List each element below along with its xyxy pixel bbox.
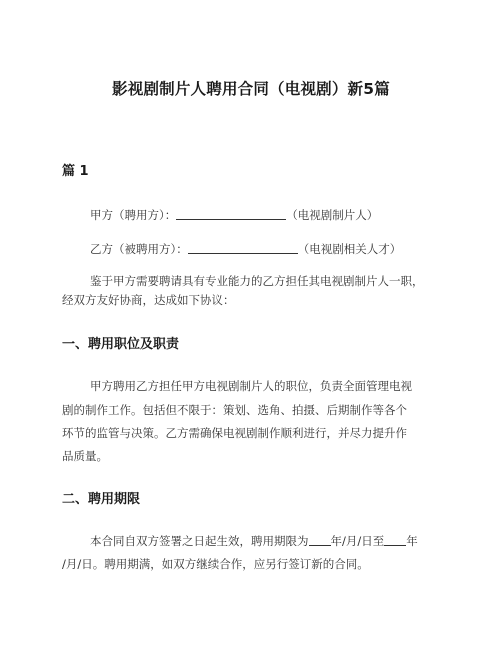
section-heading-term: 二、聘用期限 [62, 492, 141, 507]
term-blank-start-year [309, 533, 331, 546]
party-b-label: 乙方（被聘用方）： [90, 242, 188, 256]
section-heading-duties: 一、聘用职位及职责 [62, 337, 180, 352]
duties-line-4: 品质量。 [62, 449, 108, 463]
party-b-role: （电视剧相关人才） [297, 242, 402, 256]
document-title: 影视剧制片人聘用合同（电视剧）新5篇 [112, 80, 390, 98]
term-line-1 [90, 533, 418, 549]
intro-line-2: 经双方友好协商，达成如下协议： [62, 293, 235, 307]
duties-line-3: 环节的监管与决策。乙方需确保电视剧制作顺利进行，并尽力提升作 [62, 426, 407, 440]
term-text-end: 年 [406, 534, 418, 548]
duties-line-1: 甲方聘用乙方担任甲方电视剧制片人的职位，负责全面管理电视 [90, 379, 412, 393]
party-b-line [90, 241, 401, 257]
term-text-start: 本合同自双方签署之日起生效，聘用期限为 [90, 534, 309, 548]
part-heading: 篇 1 [62, 164, 89, 179]
term-blank-end-year [384, 533, 406, 546]
term-line-2: /月/日。聘用期满，如双方继续合作，应另行签订新的合同。 [62, 557, 369, 571]
intro-line-1: 鉴于甲方需要聘请具有专业能力的乙方担任其电视剧制片人一职， [90, 274, 424, 288]
term-text-mid: 年/月/日至 [330, 534, 385, 548]
party-b-blank [188, 241, 298, 254]
party-a-label: 甲方（聘用方）： [90, 208, 177, 222]
party-a-role: （电视剧制片人） [286, 208, 379, 222]
duties-line-2: 剧的制作工作。包括但不限于：策划、选角、拍摄、后期制作等各个 [62, 403, 407, 417]
party-a-line [90, 207, 378, 223]
party-a-blank [176, 207, 286, 220]
